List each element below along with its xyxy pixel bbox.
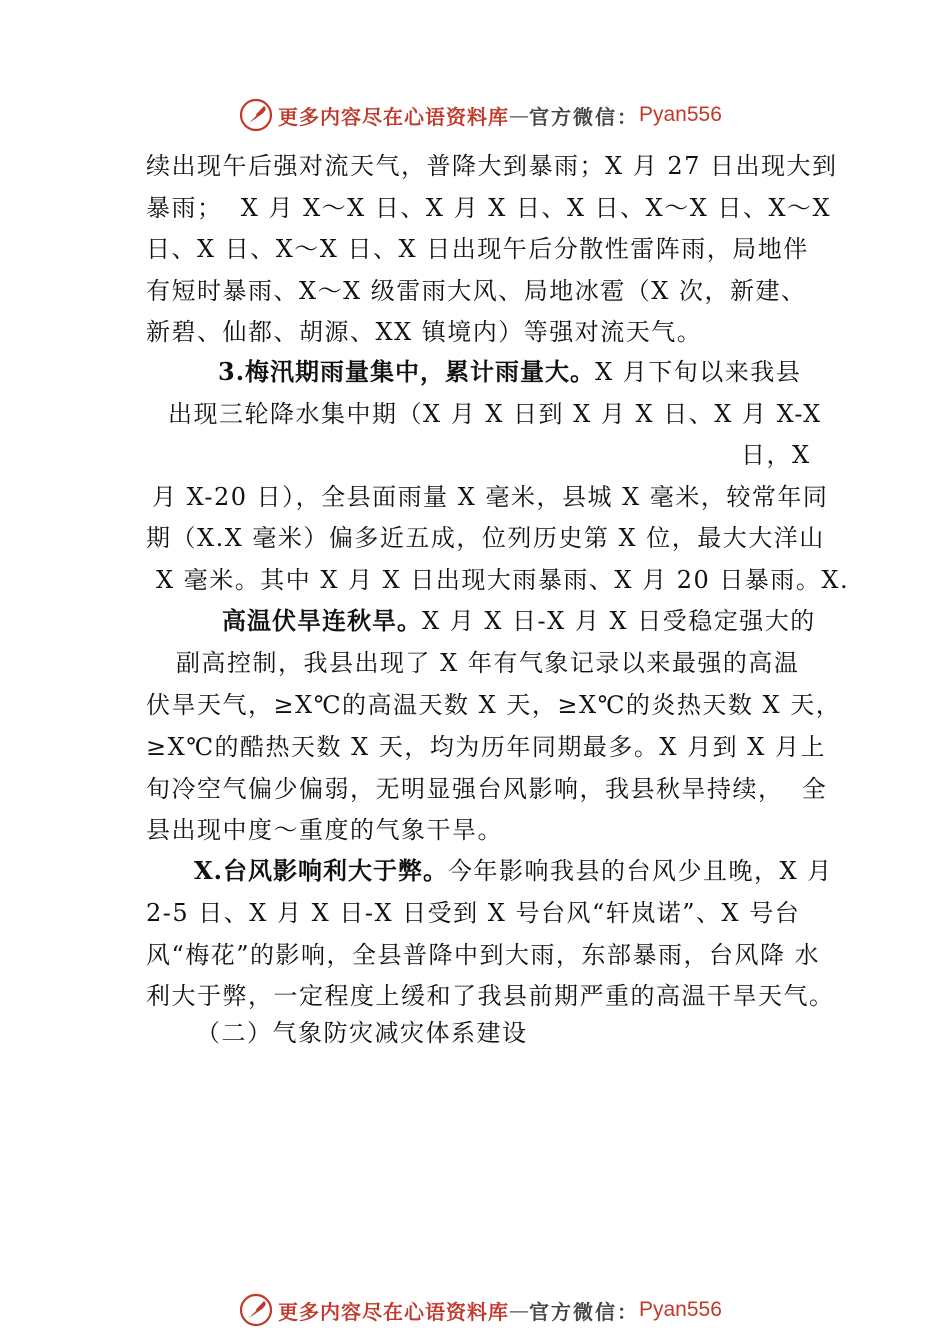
section-4-line — [222, 606, 816, 636]
text-line: ≥X℃的酷热天数 X 天，均为历年同期最多。X 月到 X 月上 — [146, 733, 826, 761]
text-line: 县出现中度～重度的气象干旱。 — [146, 816, 503, 844]
header-watermark — [238, 95, 758, 135]
text-line: 旬冷空气偏少偏弱，无明显强台风影响，我县秋旱持续， 全 — [146, 775, 828, 803]
text-line: 新碧、仙都、胡源、XX 镇境内）等强对流天气。 — [146, 318, 703, 346]
text-line: X 毫米。其中 X 月 X 日出现大雨暴雨、X 月 20 日暴雨。X. — [156, 566, 850, 594]
section-3-line — [218, 357, 801, 387]
watermark-separator: — — [509, 103, 529, 127]
text-line: 出现三轮降水集中期（X 月 X 日到 X 月 X 日、X 月 X-X — [168, 400, 822, 428]
watermark-label: 官方微信： — [529, 1299, 639, 1324]
section-4-heading: 高温伏旱连秋旱。 — [222, 606, 422, 635]
watermark-separator: — — [509, 1298, 529, 1322]
section-4-text: X 月 X 日-X 月 X 日受稳定强大的 — [422, 607, 816, 635]
text-line: 续出现午后强对流天气，普降大到暴雨；X 月 27 日出现大到 — [146, 152, 838, 180]
footer-watermark — [238, 1290, 758, 1330]
section-5-text: 今年影响我县的台风少且晚，X 月 — [447, 857, 833, 885]
text-line: 月 X-20 日），全县面雨量 X 毫米，县城 X 毫米，较常年同 — [152, 483, 829, 511]
section-3-text: X 月下旬以来我县 — [595, 358, 802, 386]
text-line: 期（X.X 毫米）偏多近五成，位列历史第 X 位，最大大洋山 — [146, 524, 825, 552]
text-line: 利大于弊，一定程度上缓和了我县前期严重的高温干旱天气。 — [146, 982, 835, 1010]
text-line: 日、X 日、X～X 日、X 日出现午后分散性雷阵雨，局地伴 — [146, 235, 809, 263]
section-5-line — [194, 856, 833, 886]
feather-pen-logo-icon — [238, 97, 274, 133]
text-line: 日，X — [741, 441, 811, 469]
section-3-heading: 3.梅汛期雨量集中，累计雨量大。 — [218, 357, 596, 386]
text-line: 暴雨； X 月 X～X 日、X 月 X 日、X 日、X～X 日、X～X — [146, 194, 832, 222]
text-line: 有短时暴雨、X～X 级雷雨大风、局地冰雹（X 次，新建、 — [146, 277, 807, 305]
section-5-heading: X.台风影响利大于弊。 — [194, 856, 448, 885]
text-line: 2-5 日、X 月 X 日-X 日受到 X 号台风“轩岚诺”、X 号台 — [146, 899, 801, 927]
subsection-heading: （二）气象防灾减灾体系建设 — [196, 1019, 528, 1047]
watermark-id: Pyan556 — [639, 103, 722, 126]
text-line: 风“梅花”的影响，全县普降中到大雨，东部暴雨，台风降 水 — [146, 941, 821, 969]
text-line: 副高控制，我县出现了 X 年有气象记录以来最强的高温 — [176, 649, 800, 677]
watermark-label: 官方微信： — [529, 104, 639, 129]
watermark-title: 更多内容尽在心语资料库 — [278, 104, 509, 129]
text-line: 伏旱天气，≥X℃的高温天数 X 天，≥X℃的炎热天数 X 天， — [146, 691, 842, 719]
watermark-id: Pyan556 — [639, 1298, 722, 1321]
feather-pen-logo-icon — [238, 1292, 274, 1328]
watermark-title: 更多内容尽在心语资料库 — [278, 1299, 509, 1324]
